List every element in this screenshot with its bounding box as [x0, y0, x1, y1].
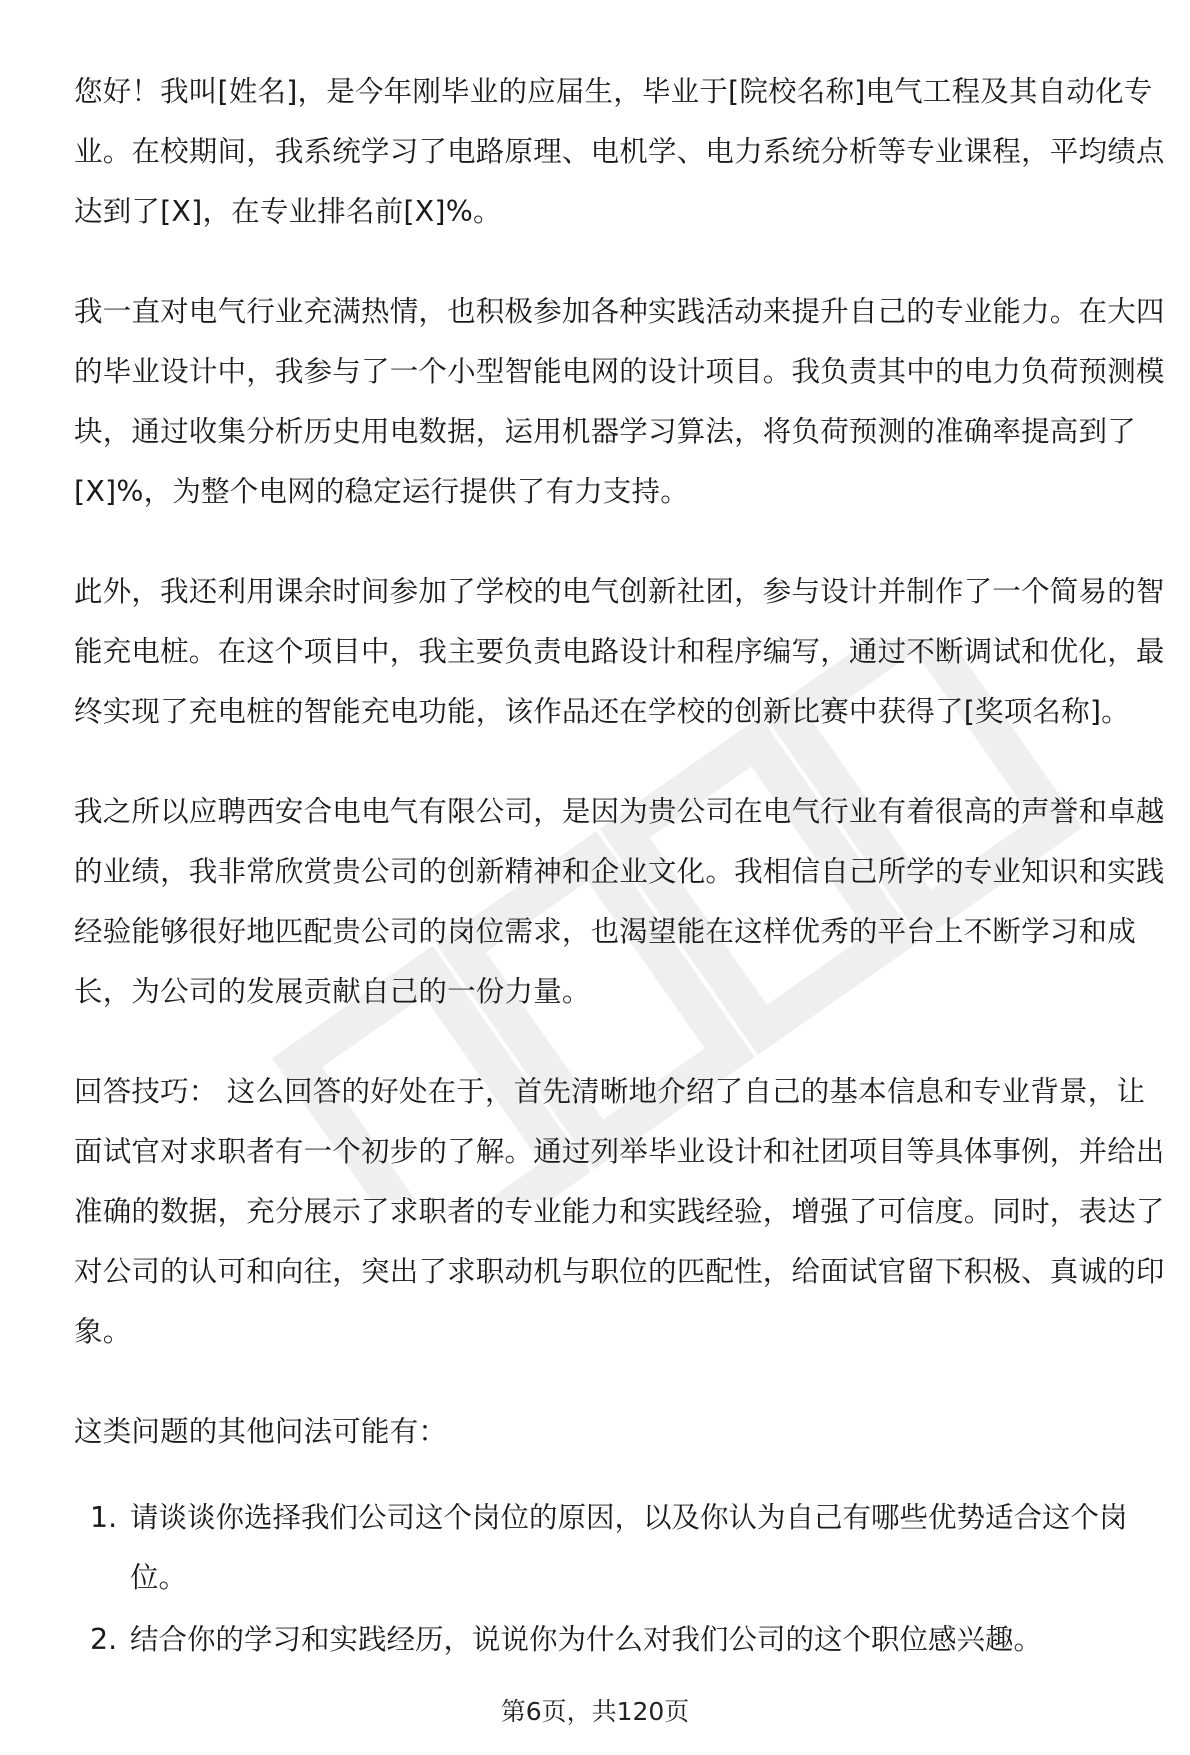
list-item-text: 结合你的学习和实践经历，说说你为什么对我们公司的这个职位感兴趣。 — [130, 1623, 1043, 1656]
list-item — [74, 1610, 1170, 1670]
list-item-text: 请谈谈你选择我们公司这个岗位的原因，以及你认为自己有哪些优势适合这个岗位。 — [130, 1501, 1128, 1594]
page-footer: 第6页，共120页 — [500, 1697, 690, 1726]
other-questions-list — [74, 1488, 1170, 1670]
paragraph-other-questions-heading: 这类问题的其他问法可能有： — [74, 1415, 448, 1448]
paragraph-answer-tips: 回答技巧： 这么回答的好处在于，首先清晰地介绍了自己的基本信息和专业背景，让面试官对求职者有一个初步的了解。通过列举毕业设计和社团项目等具体事例，并给出准确的数据，充分展示了求职者的专业能力和实践经验，增强了可信度。同时，表达了对公司的认可和向往，突出了求职动机与职位的匹配性，给面试官留下积极、真诚的印象。 — [74, 1075, 1165, 1348]
paragraph-motivation: 我之所以应聘西安合电电气有限公司，是因为贵公司在电气行业有着很高的声誉和卓越的业绩，我非常欣赏贵公司的创新精神和企业文化。我相信自己所学的专业知识和实践经验能够很好地匹配贵公司的岗位需求，也渴望能在这样优秀的平台上不断学习和成长，为公司的发展贡献自己的一份力量。 — [74, 795, 1165, 1008]
list-item — [74, 1488, 1170, 1608]
paragraph-club-project: 此外，我还利用课余时间参加了学校的电气创新社团，参与设计并制作了一个简易的智能充电桩。在这个项目中，我主要负责电路设计和程序编写，通过不断调试和优化，最终实现了充电桩的智能充电功能，该作品还在学校的创新比赛中获得了[奖项名称]。 — [74, 575, 1165, 728]
list-item-number: 2. — [90, 1623, 118, 1656]
paragraph-graduation-project: 我一直对电气行业充满热情，也积极参加各种实践活动来提升自己的专业能力。在大四的毕业设计中，我参与了一个小型智能电网的设计项目。我负责其中的电力负荷预测模块，通过收集分析历史用电数据，运用机器学习算法，将负荷预测的准确率提高到了[X]%，为整个电网的稳定运行提供了有力支持。 — [74, 295, 1165, 508]
paragraph-intro: 您好！我叫[姓名]，是今年刚毕业的应届生，毕业于[院校名称]电气工程及其自动化专业。在校期间，我系统学习了电路原理、电机学、电力系统分析等专业课程，平均绩点达到了[X]，在专业排名前[X]%。 — [74, 75, 1165, 228]
document-body — [74, 62, 1170, 1672]
list-item-number: 1. — [90, 1501, 118, 1534]
